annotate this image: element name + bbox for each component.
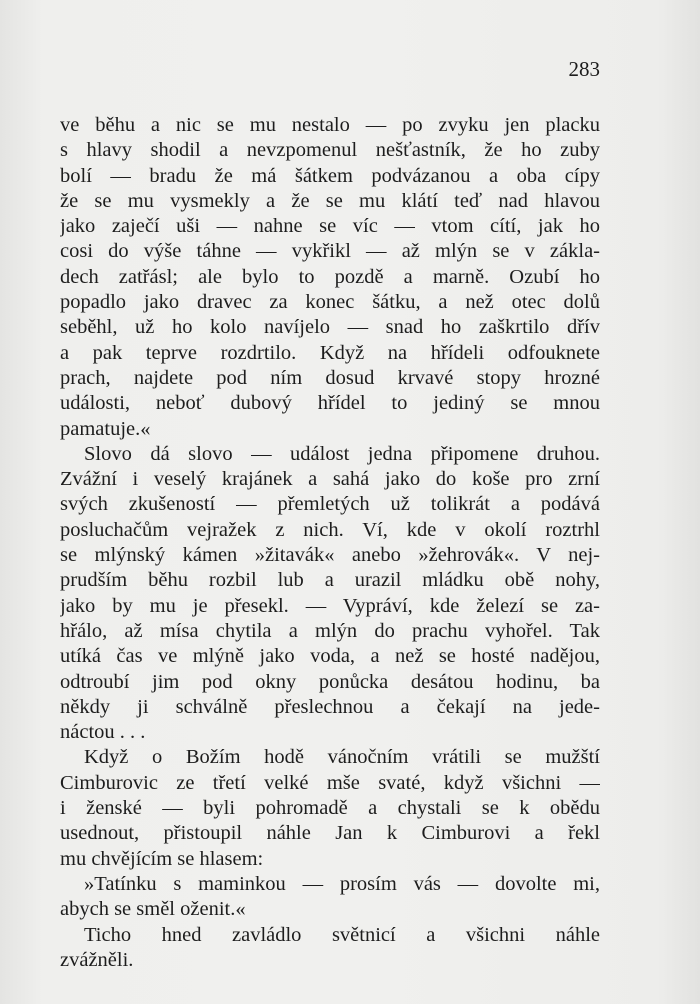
text-line: Když o Božím hodě vánočním vrátili se mužští — [84, 746, 600, 769]
text-line: Slovo dá slovo — událost jedna připomene druhou. — [84, 442, 600, 465]
text-line: prach, najdete pod ním dosud krvavé stopy hrozné — [60, 366, 600, 389]
text-line: svých zkušeností — přemletých už tolikrát a podává — [60, 493, 600, 516]
text-line: »Tatínku s maminkou — prosím vás — dovolte mi, — [84, 872, 600, 895]
text-line: že se mu vysmekly a že se mu klátí teď nad hlavou — [60, 189, 600, 212]
text-line: dech zatřásl; ale bylo to pozdě a marně. Ozubí ho — [60, 265, 600, 288]
text-line: mu chvějícím se hlasem: — [60, 847, 264, 870]
text-line: seběhl, už ho kolo navíjelo — snad ho zaškrtilo dřív — [60, 316, 600, 339]
text-line: i ženské — byli pohromadě a chystali se k obědu — [60, 797, 600, 820]
text-line: zvážněli. — [60, 948, 134, 971]
text-line: utíká čas ve mlýně jako voda, a než se hosté nadějou, — [60, 645, 600, 668]
text-line: abych se směl oženit.« — [60, 898, 246, 921]
text-line: usednout, přistoupil náhle Jan k Cimburovi a řekl — [60, 822, 600, 845]
text-line: jako by mu je přesekl. — Vypráví, kde železí se za- — [60, 594, 600, 617]
text-line: Cimburovic ze třetí velké mše svaté, když všichni — — [60, 771, 600, 794]
text-line: posluchačům vejražek z nich. Ví, kde v okolí roztrhl — [60, 518, 600, 541]
text-line: Zvážní i veselý krajánek a sahá jako do koše pro zrní — [60, 468, 600, 491]
text-line: Ticho hned zavládlo světnicí a všichni náhle — [84, 923, 600, 946]
text-line: události, neboť dubový hřídel to jediný se mnou — [60, 392, 600, 415]
body-text — [60, 113, 600, 973]
text-line: s hlavy shodil a nevzpomenul nešťastník, že ho zuby — [60, 139, 600, 162]
text-line: pamatuje.« — [60, 417, 151, 440]
page-number: 283 — [568, 57, 600, 81]
text-line: někdy ji schválně přeslechnou a čekají na jede- — [60, 695, 600, 718]
text-line: cosi do výše táhne — vykřikl — až mlýn se v zákla- — [60, 240, 600, 263]
text-line: jako zaječí uši — nahne se víc — vtom cítí, jak ho — [60, 215, 600, 238]
text-line: ve běhu a nic se mu nestalo — po zvyku jen placku — [60, 114, 600, 136]
text-line: se mlýnský kámen »žitavák« anebo »žehrovák«. V nej- — [60, 544, 600, 567]
text-line: popadlo jako dravec za konec šátku, a než otec dolů — [60, 291, 600, 314]
text-line: náctou . . . — [60, 721, 146, 744]
text-line: odtroubí jim pod okny ponůcka desátou hodinu, ba — [60, 670, 600, 693]
text-line: bolí — bradu že má šátkem podvázanou a oba cípy — [60, 164, 600, 187]
text-line: prudším běhu rozbil lub a urazil mládku obě nohy, — [60, 569, 600, 592]
text-line: hřálo, až mísa chytila a mlýn do prachu vyhořel. Tak — [60, 619, 600, 642]
text-line: a pak teprve rozdrtilo. Když na hřídeli odfouknete — [60, 341, 600, 364]
